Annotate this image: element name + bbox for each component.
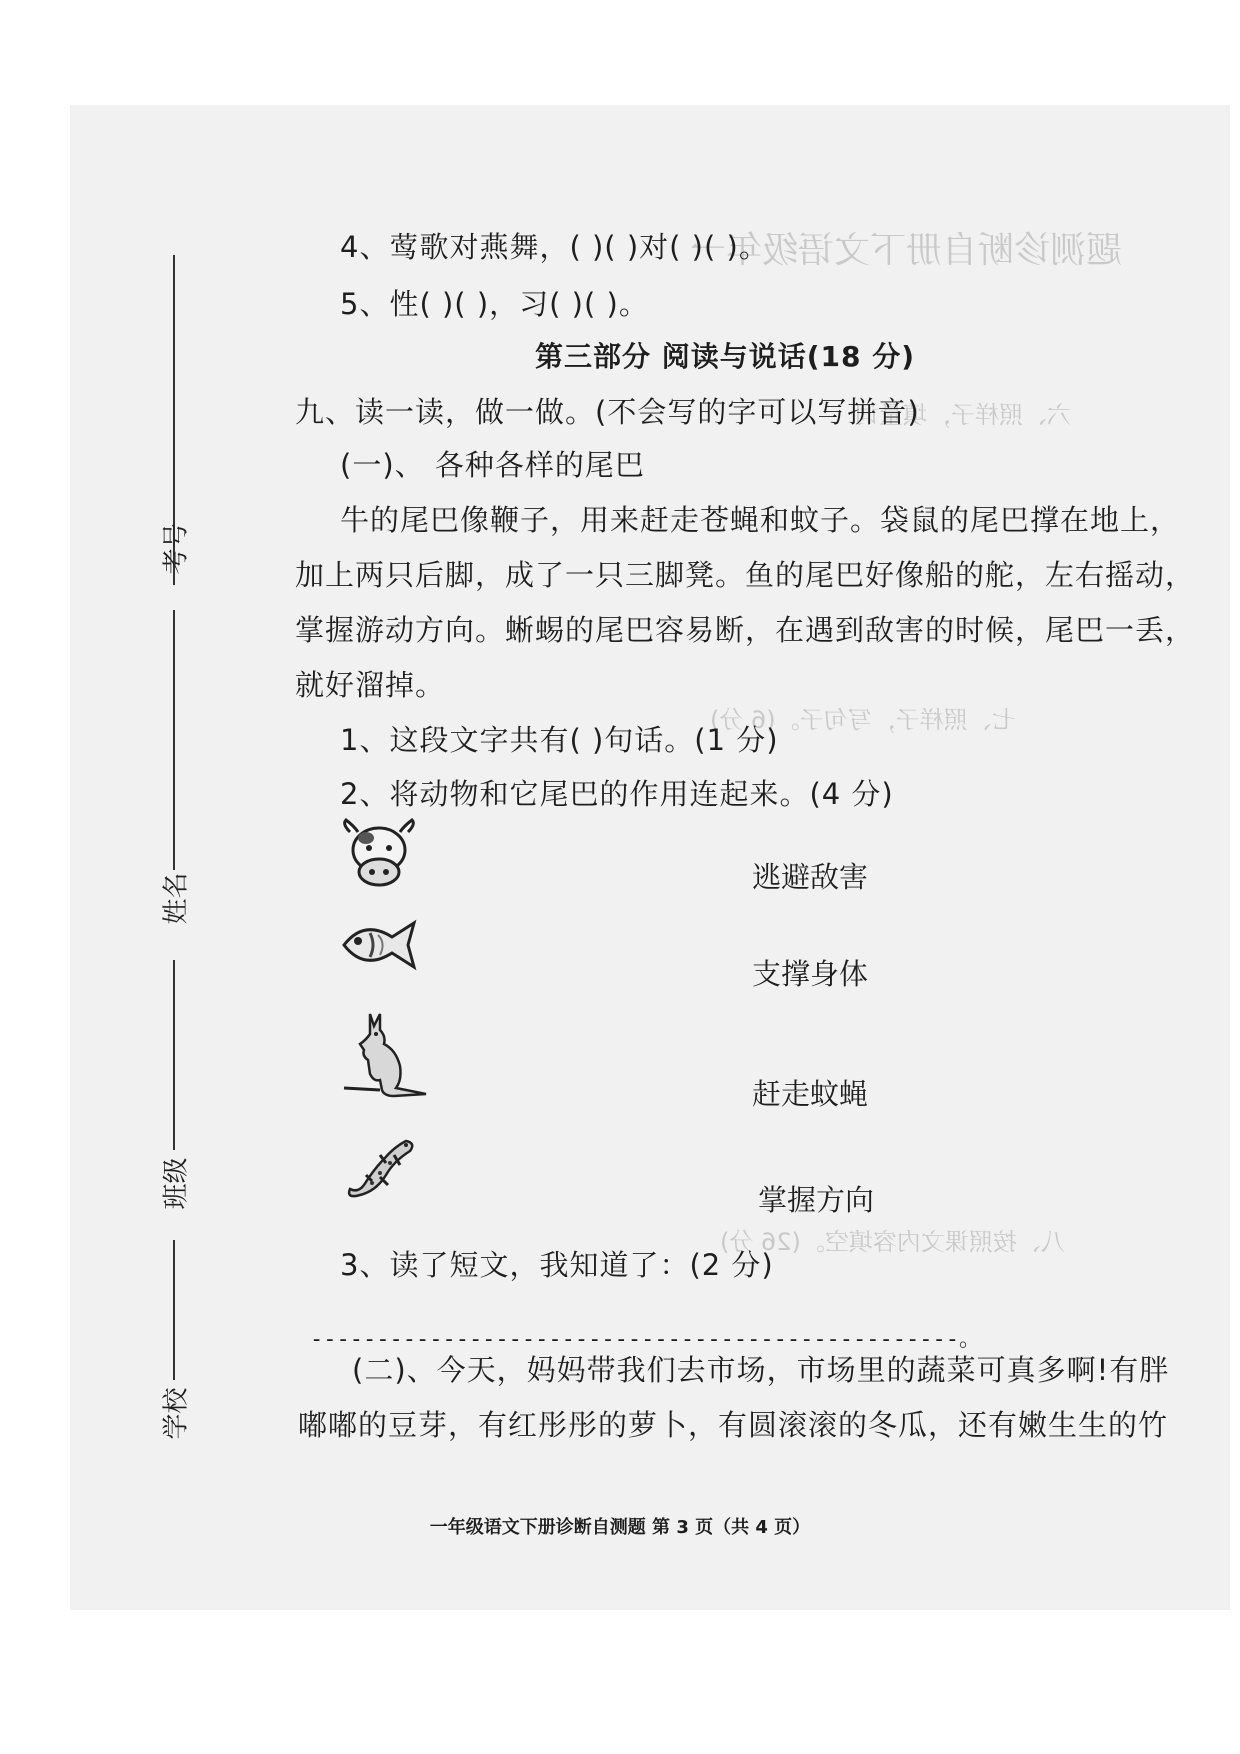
choice-drive-away: 赶走蚊蝇: [752, 1077, 869, 1111]
passage1-line: 掌握游动方向。蜥蜴的尾巴容易断，在遇到敌害的时候，尾巴一丢，: [295, 613, 1196, 647]
bleed-through-line: 七、照样子，写句子。(6 分): [710, 706, 1016, 734]
passage1-header: (一)、 各种各样的尾巴: [340, 448, 645, 482]
section-9-heading: 九、读一读，做一做。(不会写的字可以写拼音): [295, 395, 920, 429]
fish-icon: [340, 915, 418, 979]
margin-line: [173, 1240, 175, 1380]
passage2-line: 嘟嘟的豆芽，有红彤彤的萝卜，有圆滚滚的冬瓜，还有嫩生生的竹: [298, 1408, 1169, 1442]
margin-line: [173, 610, 175, 870]
bleed-through-line: 六、照样子，填量词: [855, 401, 1071, 429]
margin-label-class: 班级: [161, 1157, 192, 1210]
margin-line: [173, 960, 175, 1150]
page-footer: 一年级语文下册诊断自测题 第 3 页（共 4 页）: [429, 1517, 811, 1538]
passage1-line: 牛的尾巴像鞭子，用来赶走苍蝇和蚊子。袋鼠的尾巴撑在地上，: [340, 503, 1181, 537]
margin-label-school: 学校: [161, 1387, 192, 1440]
passage2-line: (二)、今天，妈妈带我们去市场，市场里的蔬菜可真多啊!有胖: [352, 1353, 1170, 1387]
question-5: 5、性( )( )，习( )( )。: [340, 287, 649, 321]
bleed-through-line: 八、按照课文内容填空。(26 分): [720, 1228, 1065, 1256]
question-1: 1、这段文字共有( )句话。(1 分): [340, 723, 779, 757]
kangaroo-icon: [340, 1010, 430, 1104]
question-2: 2、将动物和它尾巴的作用连起来。(4 分): [340, 777, 894, 811]
choice-steer: 掌握方向: [758, 1183, 875, 1217]
choice-support: 支撑身体: [752, 957, 869, 991]
question-3: 3、读了短文，我知道了：(2 分): [340, 1248, 774, 1282]
margin-label-exam-number: 考号: [161, 522, 192, 575]
passage1-line: 就好溜掉。: [295, 668, 446, 702]
choice-escape: 逃避敌害: [752, 860, 869, 894]
answer-line: -------------------------------------------------。: [310, 1327, 982, 1352]
margin-label-name: 姓名: [161, 872, 192, 925]
part3-title: 第三部分 阅读与说话(18 分): [535, 340, 916, 373]
passage1-line: 加上两只后脚，成了一只三脚凳。鱼的尾巴好像船的舵，左右摇动，: [295, 558, 1196, 592]
question-4: 4、莺歌对燕舞，( )( )对( )( )。: [340, 230, 769, 264]
bleed-through-title: 题测诊断自册下文语级年一: [690, 230, 1123, 271]
lizard-icon: [340, 1135, 420, 1209]
cow-icon: [340, 818, 418, 894]
